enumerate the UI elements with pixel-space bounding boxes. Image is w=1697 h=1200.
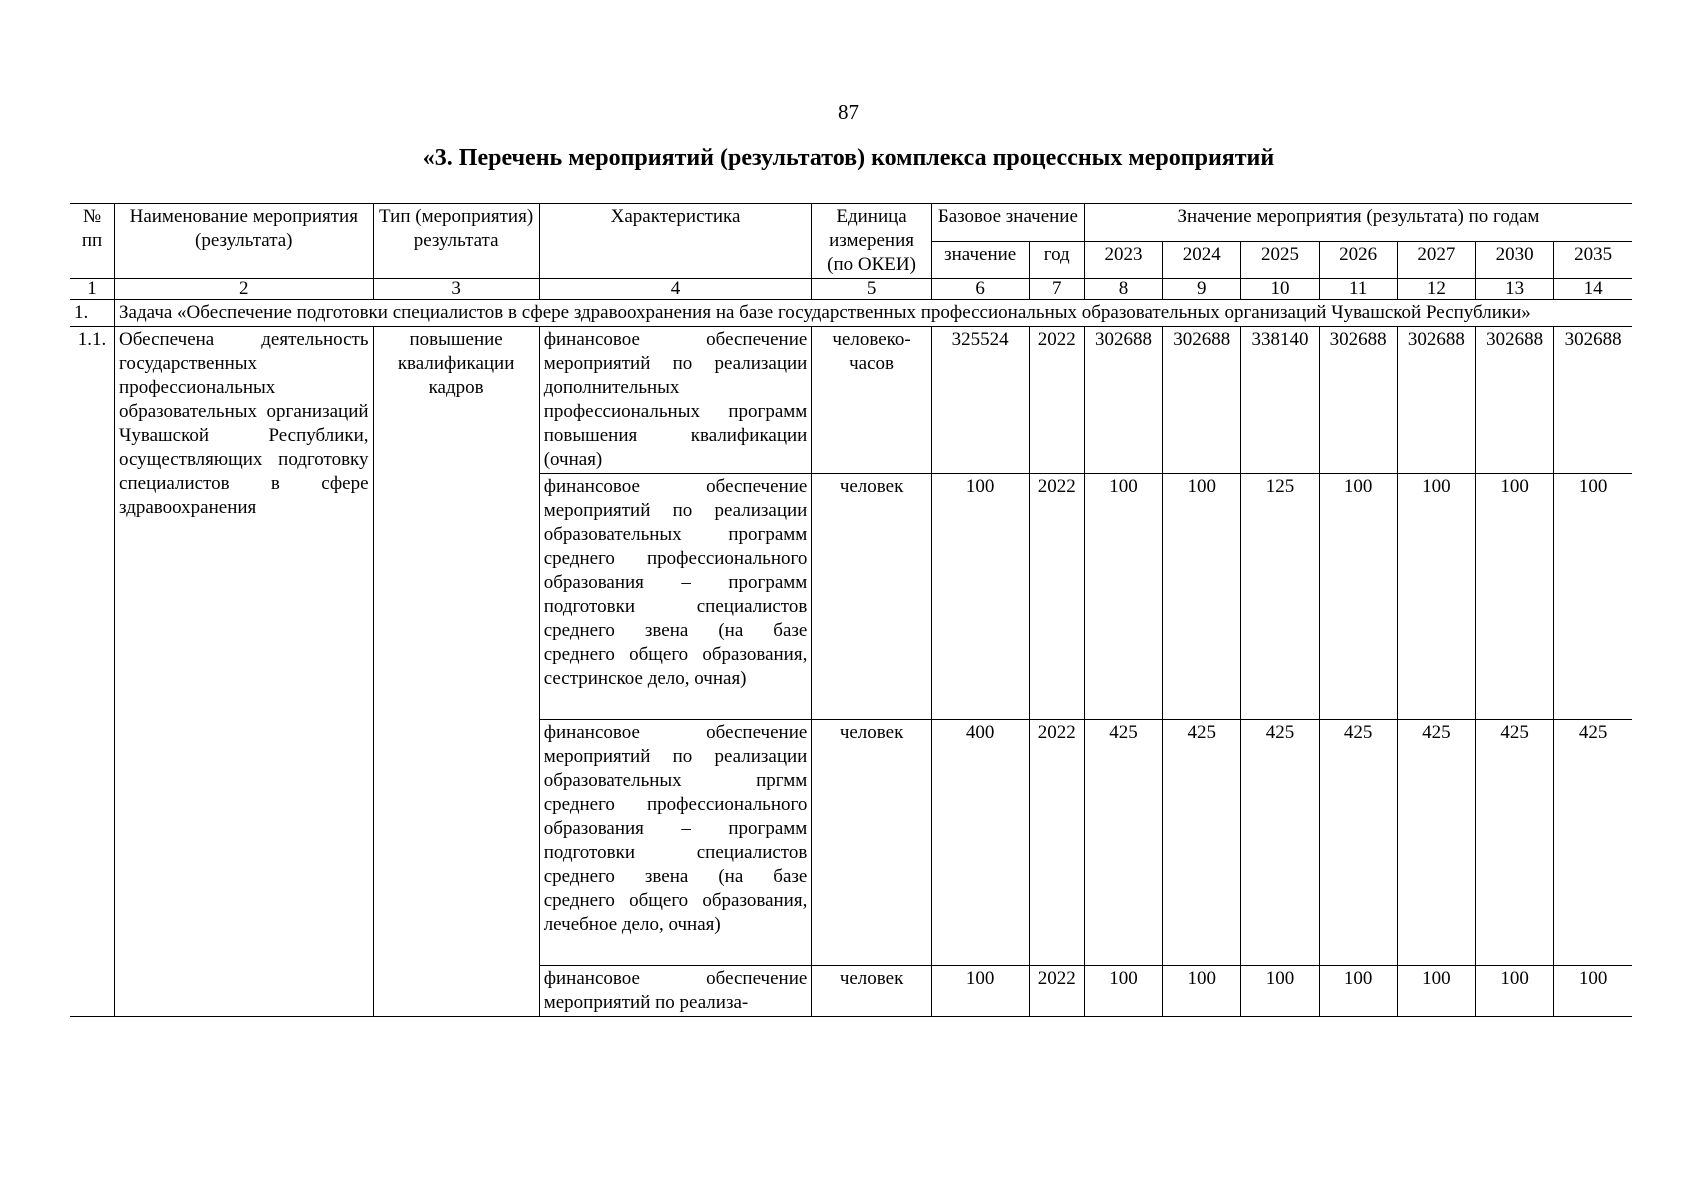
task-row: [70, 300, 1632, 327]
header-year: 2026: [1319, 241, 1397, 279]
index-cell: 1: [70, 279, 115, 300]
item-characteristic: финансовое обеспечение мероприятий по реализации образовательных пргмм среднего профессионального образования – программ подготовки специалистов среднего звена (на базе среднего общего образования, лечебное дело, очная): [539, 720, 812, 966]
year-value: 302688: [1475, 327, 1553, 474]
header-base-value: значение: [931, 241, 1029, 279]
page-title: «3. Перечень мероприятий (результатов) комплекса процессных мероприятий: [422, 145, 1275, 171]
task-number: 1.: [70, 300, 115, 327]
page-number: 87: [838, 100, 859, 124]
index-cell: 13: [1475, 279, 1553, 300]
year-value: 425: [1554, 720, 1632, 966]
year-value: 100: [1163, 966, 1241, 1017]
year-value: 425: [1241, 720, 1319, 966]
year-value: 338140: [1241, 327, 1319, 474]
year-value: 302688: [1554, 327, 1632, 474]
header-base-year: год: [1029, 241, 1084, 279]
index-row: [70, 279, 1632, 300]
header-year: 2025: [1241, 241, 1319, 279]
year-value: 100: [1084, 474, 1162, 720]
header-year: 2024: [1163, 241, 1241, 279]
year-value: 100: [1163, 474, 1241, 720]
item-unit: человек: [812, 720, 931, 966]
base-value: 100: [931, 966, 1029, 1017]
header-year: 2027: [1397, 241, 1475, 279]
base-year: 2022: [1029, 474, 1084, 720]
year-value: 302688: [1163, 327, 1241, 474]
year-value: 425: [1397, 720, 1475, 966]
item-unit: человек: [812, 474, 931, 720]
year-value: 425: [1084, 720, 1162, 966]
header-unit: Единица измерения (по ОКЕИ): [812, 204, 931, 279]
index-cell: 2: [115, 279, 374, 300]
base-value: 400: [931, 720, 1029, 966]
header-num: № пп: [70, 204, 115, 279]
item-number: 1.1.: [70, 327, 115, 1017]
year-value: 100: [1397, 474, 1475, 720]
year-value: 100: [1319, 474, 1397, 720]
year-value: 302688: [1319, 327, 1397, 474]
base-year: 2022: [1029, 327, 1084, 474]
measures-table: [70, 203, 1632, 1017]
header-base: Базовое значение: [931, 204, 1084, 242]
base-year: 2022: [1029, 720, 1084, 966]
item-unit: человек: [812, 966, 931, 1017]
year-value: 302688: [1397, 327, 1475, 474]
index-cell: 12: [1397, 279, 1475, 300]
year-value: 425: [1319, 720, 1397, 966]
base-value: 100: [931, 474, 1029, 720]
year-value: 125: [1241, 474, 1319, 720]
index-cell: 4: [539, 279, 812, 300]
year-value: 100: [1554, 474, 1632, 720]
base-year: 2022: [1029, 966, 1084, 1017]
base-value: 325524: [931, 327, 1029, 474]
index-cell: 9: [1163, 279, 1241, 300]
year-value: 425: [1475, 720, 1553, 966]
year-value: 100: [1241, 966, 1319, 1017]
index-cell: 14: [1554, 279, 1632, 300]
index-cell: 3: [373, 279, 539, 300]
year-value: 100: [1554, 966, 1632, 1017]
header-characteristic: Характеристика: [539, 204, 812, 279]
item-unit: человеко-часов: [812, 327, 931, 474]
index-cell: 11: [1319, 279, 1397, 300]
year-value: 100: [1397, 966, 1475, 1017]
index-cell: 8: [1084, 279, 1162, 300]
year-value: 100: [1319, 966, 1397, 1017]
table-row: [70, 327, 1632, 474]
year-value: 302688: [1084, 327, 1162, 474]
year-value: 100: [1475, 966, 1553, 1017]
year-value: 100: [1475, 474, 1553, 720]
index-cell: 7: [1029, 279, 1084, 300]
header-year: 2030: [1475, 241, 1553, 279]
item-type: повышение квалификации кадров: [373, 327, 539, 1017]
year-value: 425: [1163, 720, 1241, 966]
header-row: [70, 204, 1632, 242]
index-cell: 5: [812, 279, 931, 300]
index-cell: 10: [1241, 279, 1319, 300]
item-characteristic: финансовое обеспечение мероприятий по реализа-: [539, 966, 812, 1017]
task-text: Задача «Обеспечение подготовки специалистов в сфере здравоохранения на базе государственных профессиональных образовательных организаций Чувашской Республики»: [115, 300, 1632, 327]
header-year: 2035: [1554, 241, 1632, 279]
header-years: Значение мероприятия (результата) по годам: [1084, 204, 1632, 242]
header-name: Наименование мероприятия (результата): [115, 204, 374, 279]
year-value: 100: [1084, 966, 1162, 1017]
header-type: Тип (мероприятия) результата: [373, 204, 539, 279]
item-characteristic: финансовое обеспечение мероприятий по реализации дополнительных профессиональных программ повышения квалификации (очная): [539, 327, 812, 474]
item-name: Обеспечена деятельность государственных профессиональных образовательных организаций Чувашской Республики, осуществляющих подготовку специалистов в сфере здравоохранения: [115, 327, 374, 1017]
index-cell: 6: [931, 279, 1029, 300]
item-characteristic: финансовое обеспечение мероприятий по реализации образовательных программ среднего профессионального образования – программ подготовки специалистов среднего звена (на базе среднего общего образования, сестринское дело, очная): [539, 474, 812, 720]
header-year: 2023: [1084, 241, 1162, 279]
